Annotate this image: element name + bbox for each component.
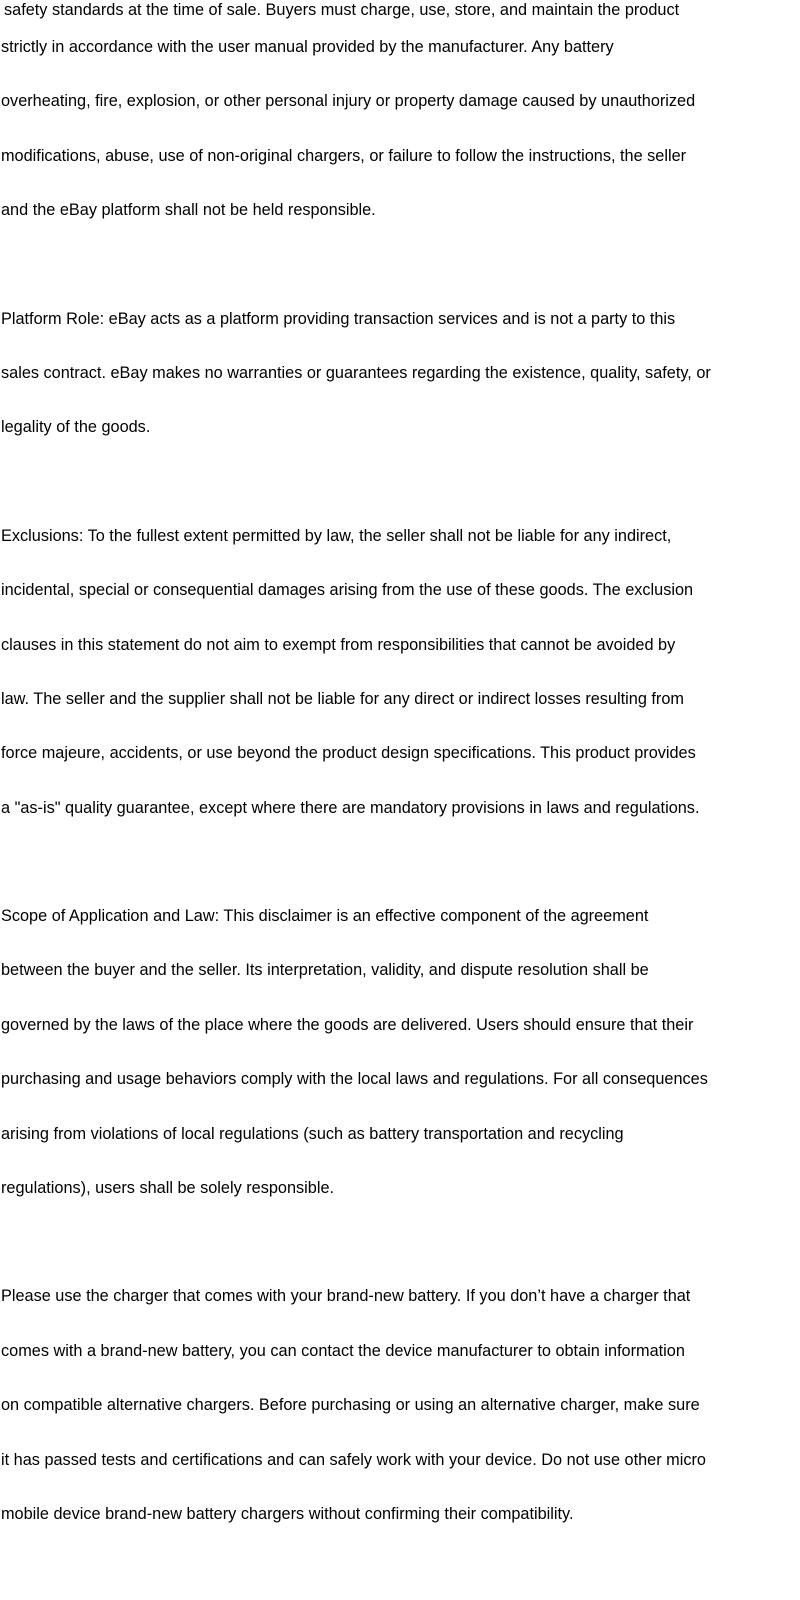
text-line: mobile device brand-new battery chargers without confirming their compatibility. — [1, 1504, 574, 1523]
paragraph-spacer — [1, 455, 798, 509]
paragraph-spacer — [1, 835, 798, 889]
text-line: strictly in accordance with the user manual provided by the manufacturer. Any battery — [1, 38, 614, 56]
text-line: purchasing and usage behaviors comply with the local laws and regulations. For all consequences — [1, 1070, 708, 1089]
text-line: sales contract. eBay makes no warranties or guarantees regarding the existence, quality, safety, or — [1, 363, 711, 382]
text-line: governed by the laws of the place where the goods are delivered. Users should ensure that their — [1, 1015, 694, 1034]
text-line: and the eBay platform shall not be held responsible. — [1, 201, 376, 220]
paragraph-spacer — [1, 1215, 798, 1269]
text-line: safety standards at the time of sale. Buyers must charge, use, store, and maintain the product — [4, 1, 680, 19]
paragraph-scope-and-law — [1, 889, 798, 1215]
text-line: incidental, special or consequential damages arising from the use of these goods. The exclusion — [1, 581, 694, 600]
text-line: clauses in this statement do not aim to exempt from responsibilities that cannot be avoided by — [1, 635, 676, 654]
paragraph-battery-safety — [1, 0, 798, 238]
paragraph-exclusions — [1, 509, 798, 835]
text-line: comes with a brand-new battery, you can contact the device manufacturer to obtain information — [1, 1341, 685, 1360]
paragraph-spacer — [1, 238, 798, 292]
text-line: overheating, fire, explosion, or other personal injury or property damage caused by unauthorized — [1, 92, 696, 111]
text-line: Please use the charger that comes with your brand-new battery. If you don’t have a charger that — [1, 1287, 691, 1306]
text-line: legality of the goods. — [1, 418, 151, 437]
text-line: on compatible alternative chargers. Before purchasing or using an alternative charger, make sure — [1, 1396, 700, 1415]
text-line: Platform Role: eBay acts as a platform providing transaction services and is not a party to this — [1, 309, 676, 328]
text-line: modifications, abuse, use of non-original chargers, or failure to follow the instructions, the seller — [1, 146, 687, 165]
text-line: Exclusions: To the fullest extent permitted by law, the seller shall not be liable for any indirect, — [1, 526, 672, 545]
text-line: it has passed tests and certifications and can safely work with your device. Do not use other micro — [1, 1450, 706, 1469]
paragraph-platform-role — [1, 292, 798, 455]
text-line: law. The seller and the supplier shall not be liable for any direct or indirect losses resulting from — [1, 689, 684, 708]
text-line: Scope of Application and Law: This disclaimer is an effective component of the agreement — [1, 907, 649, 926]
text-line: regulations), users shall be solely responsible. — [1, 1179, 335, 1198]
text-line: a "as-is" quality guarantee, except where there are mandatory provisions in laws and regulations. — [1, 798, 700, 817]
text-line: force majeure, accidents, or use beyond the product design specifications. This product provides — [1, 744, 696, 763]
paragraph-charger-advice — [1, 1269, 798, 1541]
text-line: between the buyer and the seller. Its interpretation, validity, and dispute resolution shall be — [1, 961, 649, 980]
text-line: arising from violations of local regulations (such as battery transportation and recycling — [1, 1124, 624, 1143]
